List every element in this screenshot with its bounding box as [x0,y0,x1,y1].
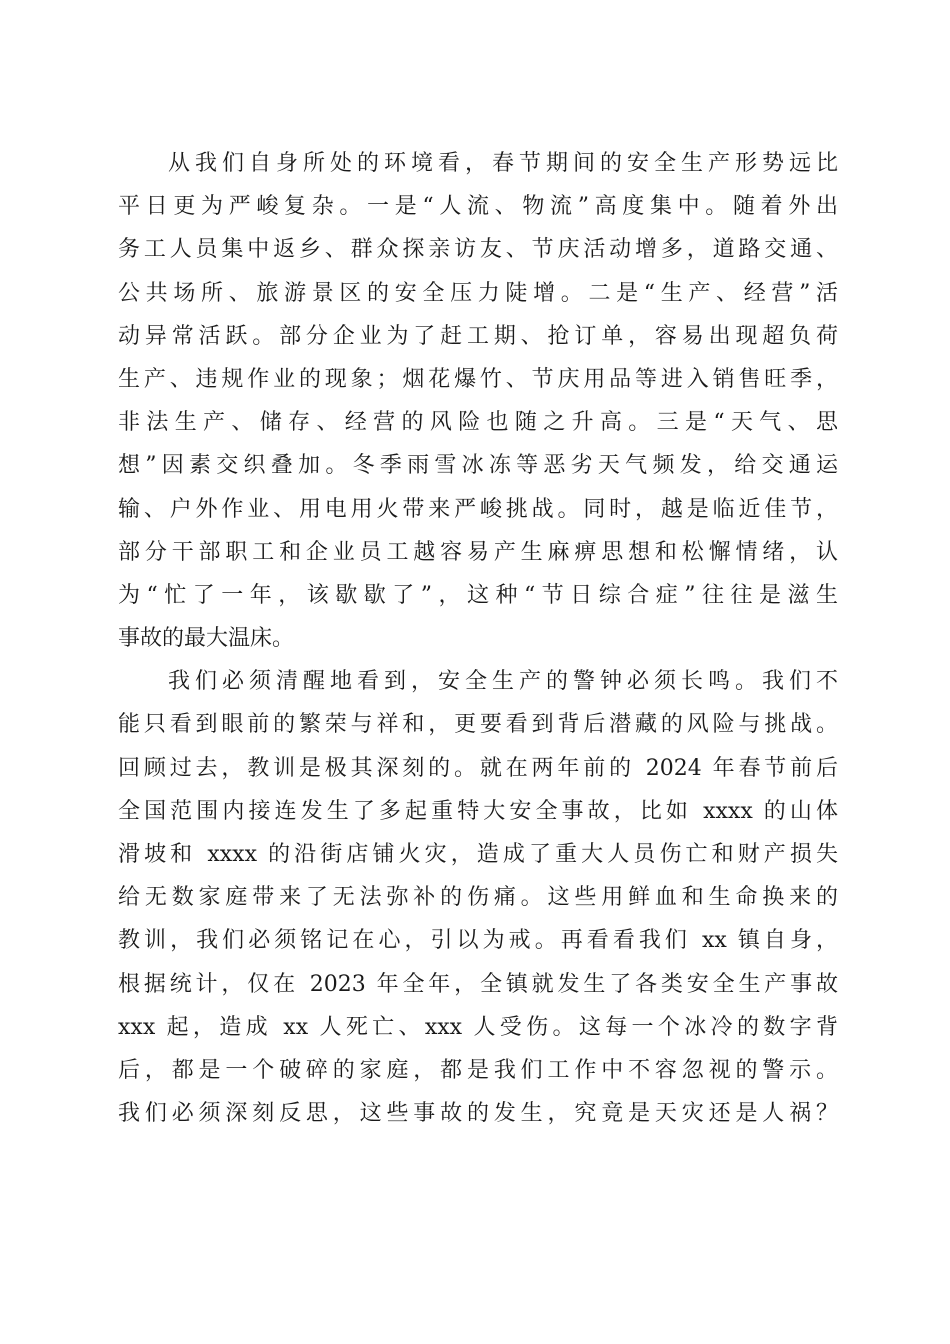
paragraph-1-line-6: 生产、违规作业的现象；烟花爆竹、节庆用品等进入销售旺季， [118,366,838,392]
paragraph-2-line-2: 能只看到眼前的繁荣与祥和，更要看到背后潜藏的风险与挑战。 [118,712,838,738]
paragraph-1-line-4: 公共场所、旅游景区的安全压力陡增。二是“生产、经营”活 [118,280,838,306]
paragraph-2-line-4: 全国范围内接连发生了多起重特大安全事故，比如 xxxx 的山体 [118,798,838,824]
paragraph-2-line-3: 回顾过去，教训是极其深刻的。就在两年前的 2024 年春节前后 [118,755,838,781]
paragraph-1-line-5: 动异常活跃。部分企业为了赶工期、抢订单，容易出现超负荷 [118,323,838,349]
paragraph-2-line-7: 教训，我们必须铭记在心，引以为戒。再看看我们 xx 镇自身， [118,928,838,954]
paragraph-2-line-9: xxx 起，造成 xx 人死亡、xxx 人受伤。这每一个冰冷的数字背 [118,1014,838,1040]
paragraph-2-line-1: 我们必须清醒地看到，安全生产的警钟必须长鸣。我们不 [168,669,838,695]
paragraph-1-line-7: 非法生产、储存、经营的风险也随之升高。三是“天气、思 [118,410,838,436]
paragraph-2-line-10: 后，都是一个破碎的家庭，都是我们工作中不容忽视的警示。 [118,1057,838,1083]
paragraph-2-line-6: 给无数家庭带来了无法弥补的伤痛。这些用鲜血和生命换来的 [118,885,838,911]
paragraph-1-line-9: 输、户外作业、用电用火带来严峻挑战。同时，越是临近佳节， [118,496,838,522]
paragraph-2-line-5: 滑坡和 xxxx 的沿街店铺火灾，造成了重大人员伤亡和财产损失 [118,842,838,867]
paragraph-1-line-3: 务工人员集中返乡、群众探亲访友、节庆活动增多，道路交通、 [118,237,838,263]
paragraph-2-line-11: 我们必须深刻反思，这些事故的发生，究竟是天灾还是人祸？ [118,1101,838,1127]
paragraph-1-line-11: 为“忙了一年，该歇歇了”，这种“节日综合症”往往是滋生 [118,582,838,608]
paragraph-1-line-10: 部分干部职工和企业员工越容易产生麻痹思想和松懈情绪，认 [118,539,838,565]
paragraph-2-line-8: 根据统计，仅在 2023 年全年，全镇就发生了各类安全生产事故 [118,971,838,997]
document-body [118,142,838,1135]
paragraph-1-line-2: 平日更为严峻复杂。一是“人流、物流”高度集中。随着外出 [118,194,838,220]
paragraph-1-line-1: 从我们自身所处的环境看，春节期间的安全生产形势远比 [168,151,838,176]
paragraph-1-line-12: 事故的最大温床。 [118,626,295,652]
paragraph-1-line-8: 想”因素交织叠加。冬季雨雪冰冻等恶劣天气频发，给交通运 [118,453,838,479]
